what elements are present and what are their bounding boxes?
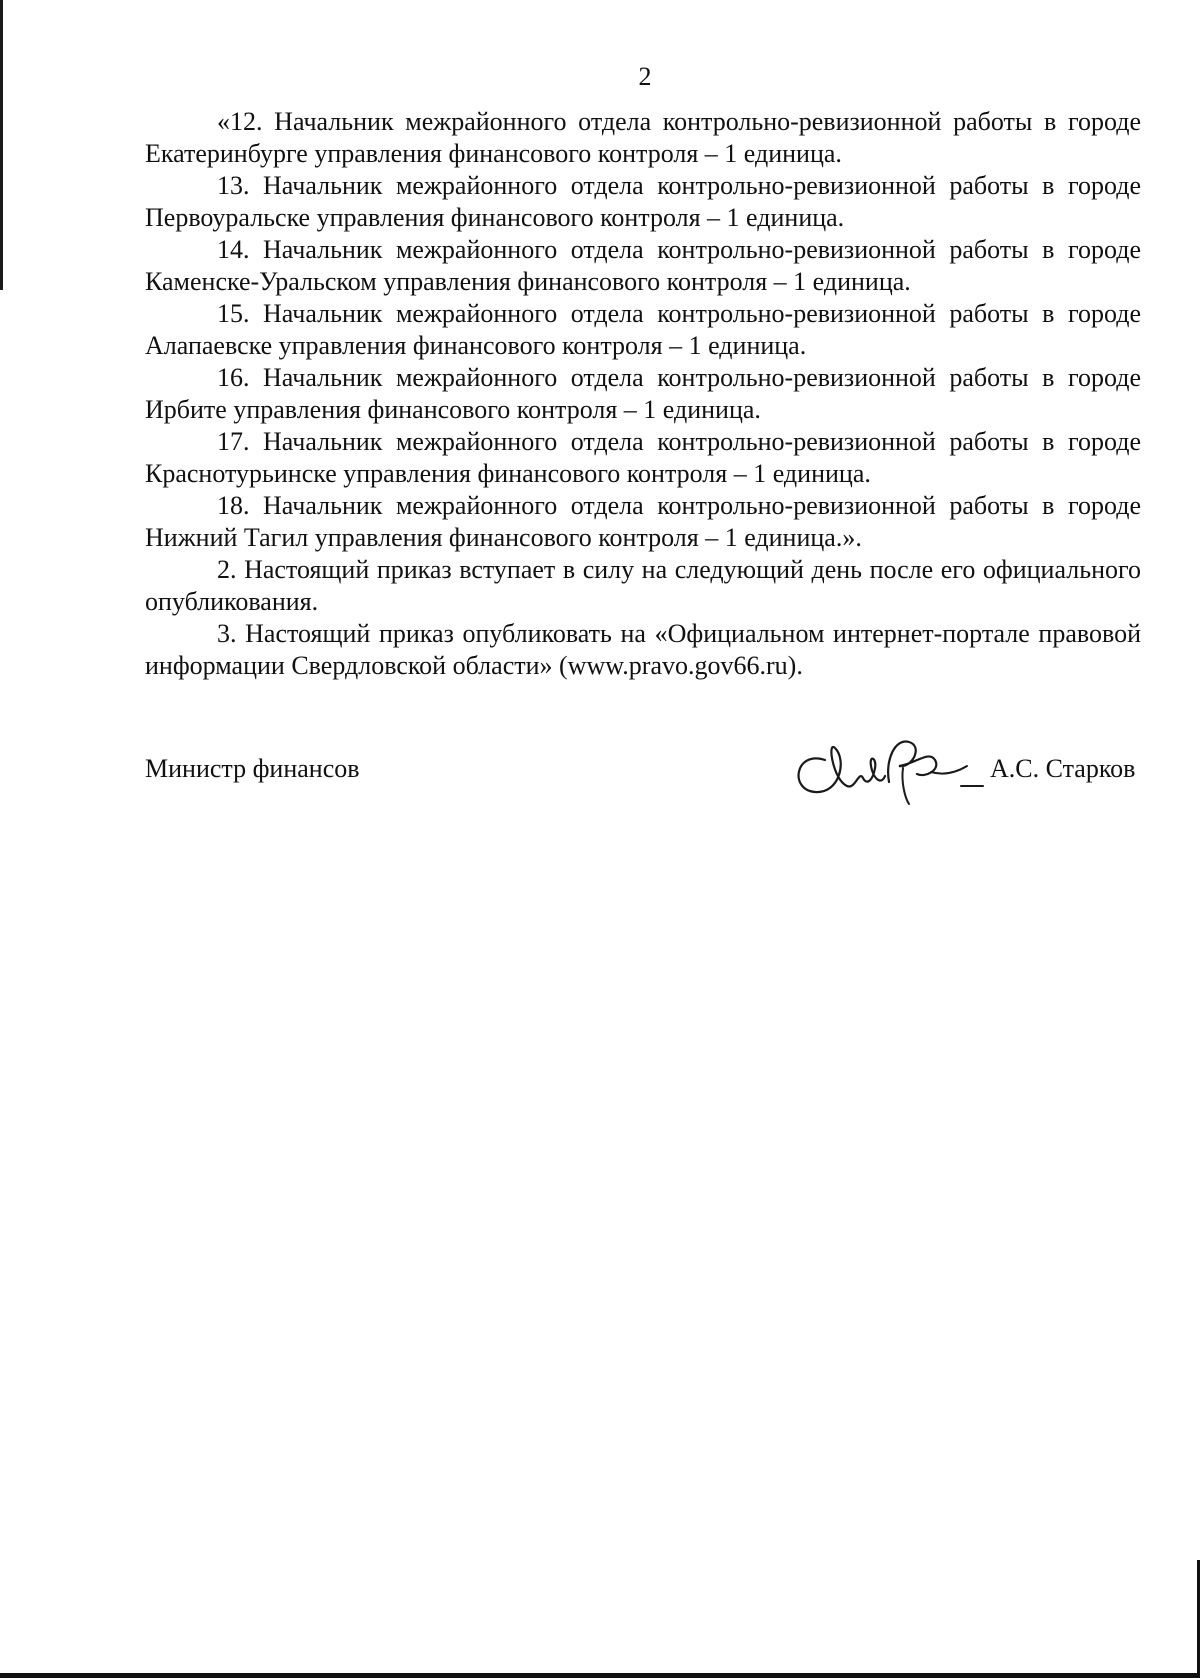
scan-edge-left [0,0,3,290]
signer-title: Министр финансов [145,754,360,783]
paragraph-item-15: 15. Начальник межрайонного отдела контрольно-ревизионной работы в городе Алапаевске управления финансового контроля – 1 единица. [145,299,1141,360]
paragraph-publication: 3. Настоящий приказ опубликовать на «Официальном интернет-портале правовой информации Свердловской области» (www.pravo.gov66.ru). [145,619,1141,680]
signer-name: А.С. Старков [990,754,1136,783]
paragraph-item-17: 17. Начальник межрайонного отдела контрольно-ревизионной работы в городе Краснотурьинске управления финансового контроля – 1 единица. [145,427,1141,488]
paragraph-item-13: 13. Начальник межрайонного отдела контрольно-ревизионной работы в городе Первоуральске управления финансового контроля – 1 единица. [145,171,1141,232]
scan-edge-bottom [0,1673,1200,1678]
signature-block [145,742,1145,802]
paragraph-item-12: «12. Начальник межрайонного отдела контрольно-ревизионной работы в городе Екатеринбурге управления финансового контроля – 1 единица. [145,107,1141,168]
handwritten-signature-icon [785,720,985,810]
paragraph-item-14: 14. Начальник межрайонного отдела контрольно-ревизионной работы в городе Каменске-Уральском управления финансового контроля – 1 единица. [145,235,1141,296]
paragraph-item-16: 16. Начальник межрайонного отдела контрольно-ревизионной работы в городе Ирбите управления финансового контроля – 1 единица. [145,363,1141,424]
paragraph-effective-date: 2. Настоящий приказ вступает в силу на следующий день после его официального опубликования. [145,555,1141,616]
paragraph-item-18: 18. Начальник межрайонного отдела контрольно-ревизионной работы в городе Нижний Тагил управления финансового контроля – 1 единица.». [145,491,1141,552]
page-number: 2 [638,62,652,91]
document-body [145,106,1141,682]
